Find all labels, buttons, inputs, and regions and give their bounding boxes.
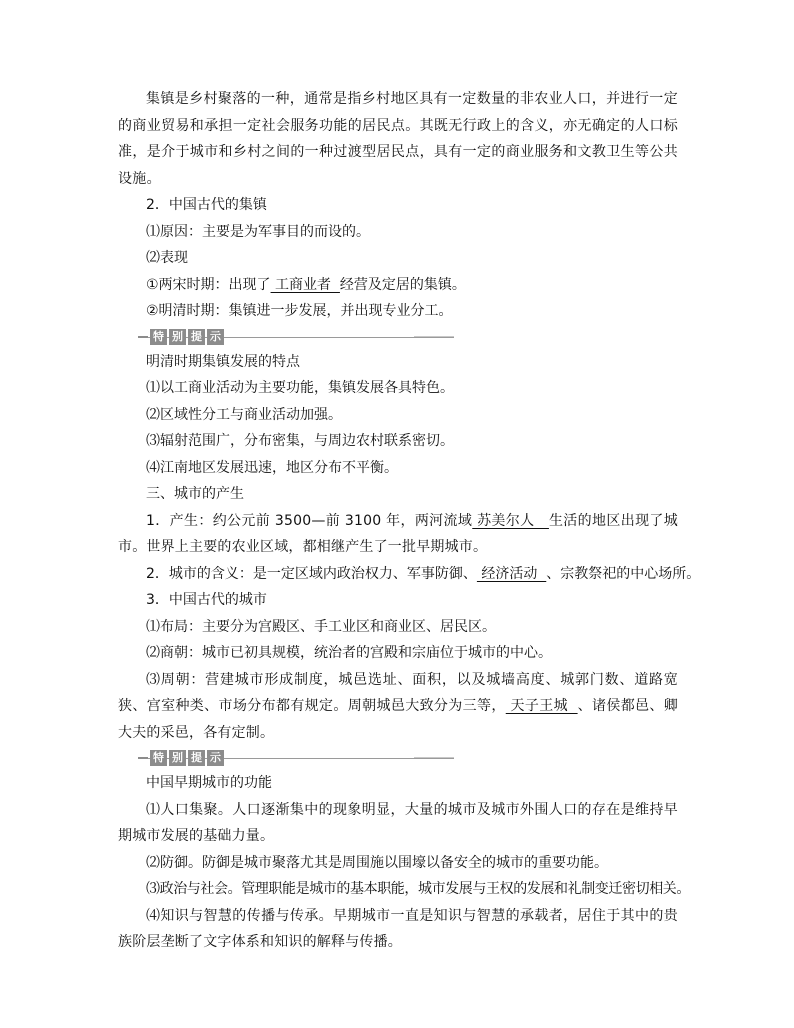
tip-badge bbox=[150, 750, 224, 766]
origin-answer-blank: 苏美尔人 bbox=[472, 512, 549, 529]
tip2-title: 中国早期城市的功能 bbox=[146, 775, 272, 791]
city-origin bbox=[118, 508, 678, 561]
document-body bbox=[118, 86, 701, 956]
city-layout: ⑴布局：主要分为宫殿区、手工业区和商业区、居民区。 bbox=[146, 618, 496, 635]
tip1-item: ⑵区域性分工与商业活动加强。 bbox=[146, 406, 342, 423]
towns-reason: ⑴原因：主要是为军事目的而设的。 bbox=[146, 223, 370, 240]
section-heading-city-origin: 三、城市的产生 bbox=[146, 486, 244, 502]
zhou-prefix: ⑶周朝：营建城市形成制度，城邑选址、面积，以及城墙高度、城郭门数、道路宽狭、宫室种类、市场分布都有规定。周朝城邑大致分为三等， bbox=[118, 671, 678, 714]
meaning-answer-blank: 经济活动 bbox=[476, 565, 547, 582]
meaning-suffix: 、宗教祭祀的中心场所。 bbox=[546, 565, 701, 582]
towns-song-dynasty bbox=[118, 272, 678, 299]
city-zhou bbox=[118, 667, 678, 747]
tip-badge-char: 提 bbox=[188, 329, 205, 345]
tip1-item: ⑶辐射范围广，分布密集，与周边农村联系密切。 bbox=[146, 433, 454, 449]
tip2-item: ⑴人口集聚。人口逐渐集中的现象明显，大量的城市及城市外围人口的存在是维持早期城市发展的基础力量。 bbox=[118, 801, 678, 844]
section-heading-ancient-towns: 2．中国古代的集镇 bbox=[146, 197, 267, 213]
zhou-answer-blank: 天子王城 bbox=[505, 698, 578, 714]
ancient-cities-heading: 3．中国古代的城市 bbox=[146, 592, 267, 608]
special-tip-banner-1 bbox=[138, 327, 454, 347]
towns-ming-qing: ②明清时期：集镇进一步发展，并出现专业分工。 bbox=[146, 303, 453, 319]
tip2-item: ⑵防御。防御是城市聚落尤其是周围施以围壕以备安全的城市的重要功能。 bbox=[146, 854, 608, 871]
tip-divider-dash bbox=[138, 336, 148, 338]
tip-badge-char: 特 bbox=[150, 750, 167, 766]
tip-badge-char: 特 bbox=[150, 329, 167, 345]
tip2-item: ⑶政治与社会。管理职能是城市的基本职能，城市发展与王权的发展和礼制变迁密切相关。 bbox=[146, 881, 690, 897]
song-suffix: 经营及定居的集镇。 bbox=[339, 276, 466, 293]
tip-badge-char: 示 bbox=[207, 329, 224, 345]
tip-badge bbox=[150, 329, 224, 345]
tip-badge-char: 示 bbox=[207, 750, 224, 766]
origin-suffix: 生活的地区出现了城市。世界上主要的农业区域，都相继产生了一批早期城市。 bbox=[118, 512, 678, 555]
song-answer-blank: 工商业者 bbox=[270, 276, 340, 293]
origin-prefix: 1．产生：约公元前 3500—前 3100 年，两河流域 bbox=[146, 512, 473, 529]
tip-badge-char: 提 bbox=[188, 750, 205, 766]
city-meaning bbox=[118, 561, 701, 588]
tip2-item: ⑷知识与智慧的传播与传承。早期城市一直是知识与智慧的承载者，居住于其中的贵族阶层垄断了文字体系和知识的解释与传播。 bbox=[118, 907, 678, 950]
tip-badge-char: 别 bbox=[169, 750, 186, 766]
tip-badge-char: 别 bbox=[169, 329, 186, 345]
tip1-title: 明清时期集镇发展的特点 bbox=[146, 353, 300, 370]
tip1-item: ⑴以工商业活动为主要功能，集镇发展各具特色。 bbox=[146, 380, 454, 396]
zhou-suffix: 、诸侯都邑、卿大夫的采邑，各有定制。 bbox=[118, 698, 678, 741]
meaning-prefix: 2．城市的含义：是一定区域内政治权力、军事防御、 bbox=[146, 565, 477, 582]
towns-performance: ⑵表现 bbox=[146, 250, 188, 266]
city-shang: ⑵商朝：城市已初具规模，统治者的宫殿和宗庙位于城市的中心。 bbox=[146, 645, 552, 661]
special-tip-banner-2 bbox=[138, 748, 454, 768]
intro-paragraph: 集镇是乡村聚落的一种，通常是指乡村地区具有一定数量的非农业人口，并进行一定的商业贸易和承担一定社会服务功能的居民点。其既无行政上的含义，亦无确定的人口标准，是介于城市和乡村之间的一种过渡型居民点，具有一定的商业服务和文教卫生等公共设施。 bbox=[118, 91, 678, 187]
song-prefix: ①两宋时期：出现了 bbox=[146, 276, 271, 293]
tip-divider-dash bbox=[138, 757, 148, 759]
tip1-item: ⑷江南地区发展迅速，地区分布不平衡。 bbox=[146, 459, 398, 476]
